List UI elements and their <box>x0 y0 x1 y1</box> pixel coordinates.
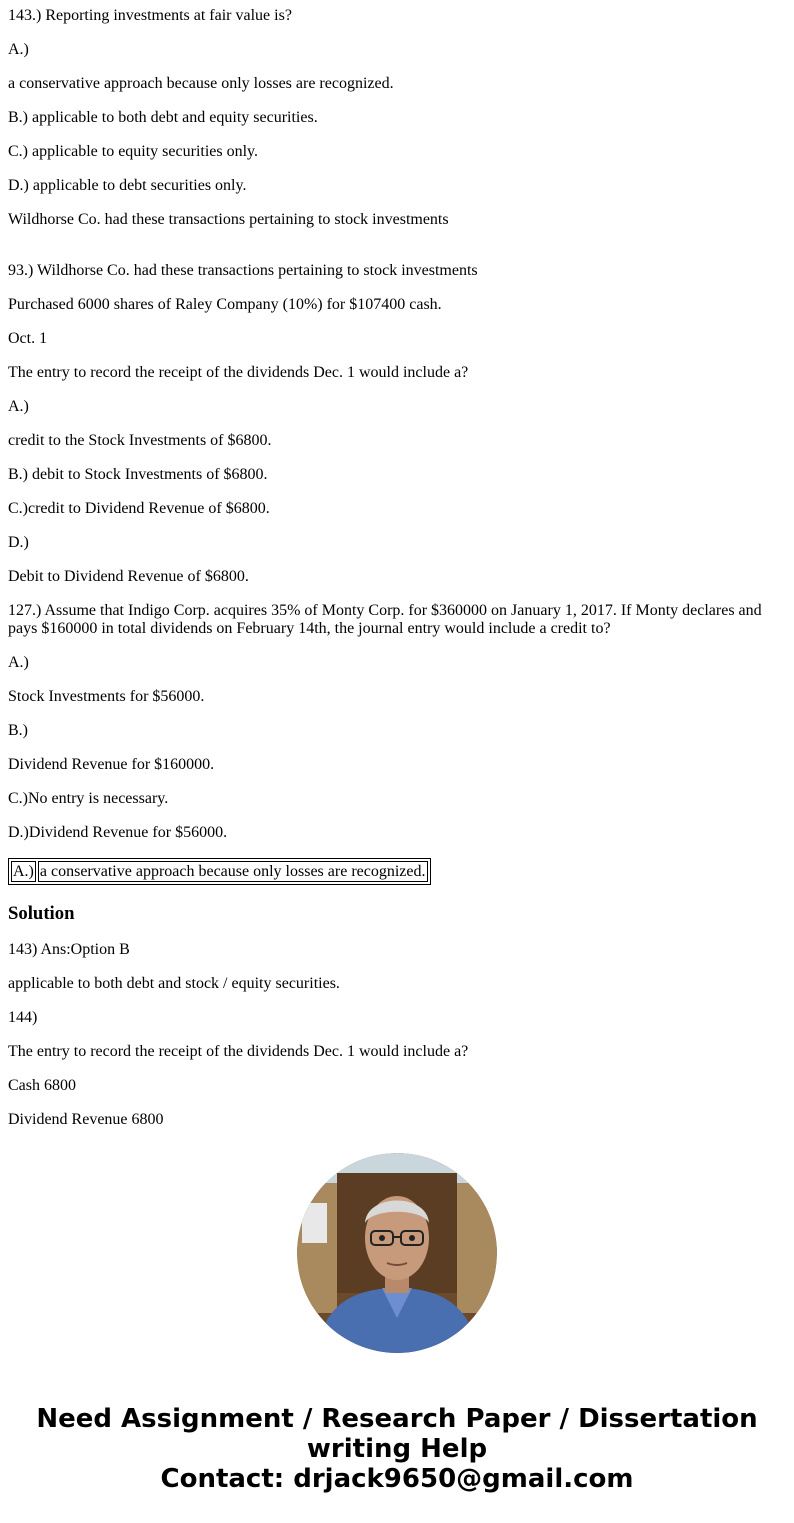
q127-option-a-label: A.) <box>8 654 29 671</box>
q127-option-a-text: Stock Investments for $56000. <box>8 688 205 705</box>
question-127-title: 127.) Assume that Indigo Corp. acquires 35% of Monty Corp. for $360000 on January 1, 2017. If Monty declares and pays $160000 in total dividends on February 14th, the journal entry would include a credit to? <box>8 602 762 637</box>
q127-option-d: D.)Dividend Revenue for $56000. <box>8 824 228 841</box>
question-93-purchase: Purchased 6000 shares of Raley Company (10%) for $107400 cash. <box>8 296 442 313</box>
answer-row <box>11 861 428 882</box>
spacer <box>8 245 778 262</box>
q93-option-c: C.)credit to Dividend Revenue of $6800. <box>8 500 270 517</box>
q127-option-b-text: Dividend Revenue for $160000. <box>8 756 215 773</box>
solution-line: 144) <box>8 1009 38 1026</box>
question-93-title: 93.) Wildhorse Co. had these transactions pertaining to stock investments <box>8 262 478 279</box>
solution-line: The entry to record the receipt of the dividends Dec. 1 would include a? <box>8 1043 469 1060</box>
q93-option-b: B.) debit to Stock Investments of $6800. <box>8 466 268 483</box>
q93-option-a-text: credit to the Stock Investments of $6800. <box>8 432 272 449</box>
answer-text-cell: a conservative approach because only losses are recognized. <box>39 863 426 880</box>
q93-option-a-label: A.) <box>8 398 29 415</box>
q93-option-d-text: Debit to Dividend Revenue of $6800. <box>8 568 249 585</box>
option-a-text: a conservative approach because only losses are recognized. <box>8 75 394 92</box>
q93-option-d-label: D.) <box>8 534 29 551</box>
author-avatar <box>297 1153 497 1353</box>
question-93-date: Oct. 1 <box>8 330 48 347</box>
promo-line-2: writing Help <box>306 1434 488 1464</box>
q127-option-c: C.)No entry is necessary. <box>8 790 169 807</box>
answer-table <box>8 858 431 885</box>
transition-text: Wildhorse Co. had these transactions pertaining to stock investments <box>8 211 449 228</box>
answer-label-cell: A.) <box>13 863 34 880</box>
promo-contact[interactable]: Contact: drjack9650@gmail.com <box>160 1464 634 1494</box>
solution-line: Cash 6800 <box>8 1077 76 1094</box>
q127-option-b-label: B.) <box>8 722 28 739</box>
solution-line: 143) Ans:Option B <box>8 941 130 958</box>
option-a-label: A.) <box>8 41 29 58</box>
avatar-portrait <box>297 1153 497 1353</box>
solution-heading: Solution <box>8 903 75 924</box>
solution-content <box>8 941 778 1149</box>
option-b: B.) applicable to both debt and equity securities. <box>8 109 318 126</box>
option-c: C.) applicable to equity securities only. <box>8 143 259 160</box>
document-body <box>8 7 778 1149</box>
option-d: D.) applicable to debt securities only. <box>8 177 247 194</box>
question-143-title: 143.) Reporting investments at fair value is? <box>8 7 292 24</box>
solution-line: Dividend Revenue 6800 <box>8 1111 164 1128</box>
promo-banner <box>0 1404 794 1494</box>
promo-line-1: Need Assignment / Research Paper / Dissertation <box>36 1404 758 1434</box>
question-93-prompt: The entry to record the receipt of the dividends Dec. 1 would include a? <box>8 364 469 381</box>
solution-line: applicable to both debt and stock / equity securities. <box>8 975 340 992</box>
